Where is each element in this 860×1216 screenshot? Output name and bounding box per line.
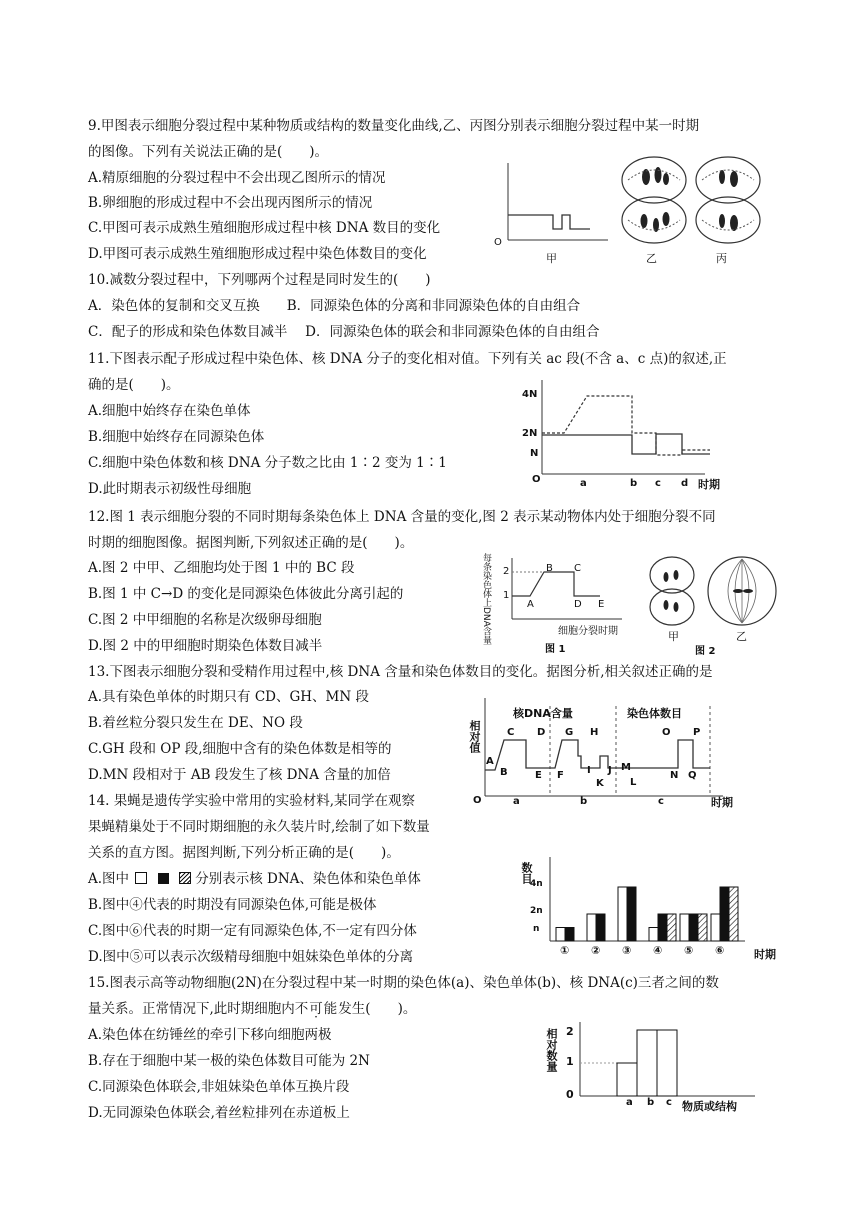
q11-line-chart (520, 378, 740, 488)
q15-stem-line2 (88, 1000, 416, 1018)
q9-origin-label: O (494, 237, 502, 248)
q15-y-2: 2 (566, 1025, 574, 1038)
q11-option-d: D.此时期表示初级性母细胞 (88, 481, 252, 497)
q15-option-d: D.无同源染色体联会,着丝粒排列在赤道板上 (88, 1105, 350, 1121)
q14-bar (711, 914, 720, 941)
legend-white-box-icon (135, 872, 147, 884)
q9-option-b: B.卵细胞的形成过程中不会出现丙图所示的情况 (88, 195, 373, 211)
q9-option-c: C.甲图可表示成熟生殖细胞形成过程中核 DNA 数目的变化 (88, 220, 441, 236)
q12-option-a: A.图 2 中甲、乙细胞均处于图 1 中的 BC 段 (88, 560, 355, 576)
q13-pt-l: L (630, 777, 637, 788)
q14-bar (729, 887, 738, 941)
q12-option-d: D.图 2 中的甲细胞时期染色体数目减半 (88, 638, 323, 654)
q12-y-1: 1 (503, 590, 510, 601)
q14-bar (565, 928, 574, 942)
q9-option-a: A.精原细胞的分裂过程中不会出现乙图所示的情况 (88, 170, 386, 186)
q9-cell-bing (692, 155, 764, 247)
q15-bar-chart (570, 1020, 760, 1100)
q13-pt-m: M (621, 762, 631, 773)
q14-bar-chart (540, 855, 750, 950)
q12-y-2: 2 (503, 566, 510, 577)
q15-stem-suffix: 发生( )。 (338, 1001, 417, 1017)
q14-option-a-suffix: 分别表示核 DNA、染色体和染色单体 (195, 871, 421, 887)
q14-bar (698, 914, 707, 941)
q14-x-tick: ② (591, 944, 601, 957)
q12-fig2-caption: 图 2 (695, 646, 716, 657)
q14-bar (689, 914, 698, 941)
legend-black-box-icon (158, 873, 169, 884)
q12-pt-c: C (574, 563, 581, 574)
q12-fig1-caption: 图 1 (545, 644, 566, 655)
q14-y-2n: 2n (530, 906, 543, 916)
q9-stem-line1: 9.甲图表示细胞分裂过程中某种物质或结构的数量变化曲线,乙、丙图分别表示细胞分裂过程中某一时期 (88, 118, 700, 134)
q12-pt-d: D (574, 599, 582, 610)
q15-bar (617, 1063, 637, 1096)
q15-origin: 0 (566, 1088, 574, 1101)
q14-bar (667, 914, 676, 941)
q12-stem-line2: 时期的细胞图像。据图判断,下列叙述正确的是( )。 (88, 535, 414, 551)
q15-x-b: b (647, 1097, 655, 1108)
q12-pt-b: B (546, 563, 553, 574)
q15-stem-emphasis: 不可能 (294, 1001, 339, 1017)
q11-y-n: N (530, 448, 539, 459)
legend-hatched-box-icon (179, 872, 191, 884)
q13-option-c: C.GH 段和 OP 段,细胞中含有的染色体数是相等的 (88, 741, 392, 757)
q9-yi-label: 乙 (646, 252, 657, 265)
q9-cell-yi (618, 155, 690, 247)
q14-bar (556, 928, 565, 942)
q12-option-c: C.图 2 中甲细胞的名称是次级卵母细胞 (88, 612, 322, 628)
q13-pt-p: P (693, 727, 701, 738)
q13-x-c: c (658, 796, 664, 807)
q11-x-c: c (655, 478, 661, 489)
q12-pt-e: E (598, 599, 605, 610)
q15-ylabel: 相对数量 (545, 1028, 558, 1072)
q14-x-tick: ① (560, 944, 570, 957)
q13-pt-f: F (557, 770, 564, 781)
q13-pt-k: K (596, 778, 604, 789)
q15-option-c: C.同源染色体联会,非姐妹染色单体互换片段 (88, 1079, 350, 1095)
q12-ylabel: 每条染色体上DNA含量 (481, 553, 491, 645)
q14-bar (680, 914, 689, 941)
q14-bar (618, 887, 627, 941)
q12-fig2-cells (644, 553, 779, 633)
q13-pt-b: B (500, 767, 508, 778)
q12-yi-label: 乙 (736, 630, 747, 643)
q12-jia-label: 甲 (668, 630, 679, 643)
q11-option-a: A.细胞中始终存在染色单体 (88, 403, 251, 419)
q15-stem-prefix: 量关系。正常情况下,此时期细胞内 (88, 1001, 295, 1017)
q13-title-chrom: 染色体数目 (627, 707, 682, 720)
q11-option-c: C.细胞中染色体数和核 DNA 分子数之比由 1∶2 变为 1∶1 (88, 455, 447, 471)
q12-pt-a: A (527, 599, 534, 610)
q15-bar (657, 1030, 677, 1096)
q13-pt-h: H (590, 727, 599, 738)
q12-xlabel: 细胞分裂时期 (558, 626, 618, 637)
q13-pt-q: Q (688, 770, 697, 781)
q13-pt-n: N (670, 770, 679, 781)
q13-origin: O (473, 795, 482, 806)
q9-option-d: D.甲图可表示成熟生殖细胞形成过程中染色体数目的变化 (88, 246, 427, 262)
q10-options-cd: C．配子的形成和染色体数目减半 D．同源染色体的联会和非同源染色体的自由组合 (88, 324, 600, 340)
q11-x-a: a (580, 478, 587, 489)
q13-option-d: D.MN 段相对于 AB 段发生了核 DNA 含量的加倍 (88, 767, 391, 783)
q15-xlabel: 物质或结构 (682, 1100, 737, 1113)
q15-x-a: a (626, 1097, 633, 1108)
q13-pt-e: E (535, 770, 542, 781)
q11-x-d: d (681, 478, 689, 489)
q12-option-b: B.图 1 中 C→D 的变化是同源染色体彼此分离引起的 (88, 586, 404, 602)
q14-stem-line1: 14. 果蝇是遗传学实验中常用的实验材料,某同学在观察 (88, 793, 416, 809)
q14-option-a-prefix: A.图中 (88, 871, 130, 887)
q14-option-d: D.图中⑤可以表示次级精母细胞中姐妹染色单体的分离 (88, 949, 414, 965)
q11-stem-line2: 确的是( )。 (88, 377, 180, 393)
q14-y-n: n (533, 924, 540, 934)
q11-x-b: b (630, 478, 638, 489)
q12-fig1-chart (500, 556, 630, 626)
q14-xlabel: 时期 (754, 948, 776, 961)
q14-bar (720, 887, 729, 941)
q13-pt-a: A (486, 756, 494, 767)
q15-bar (637, 1030, 657, 1096)
q11-xlabel: 时期 (698, 478, 720, 491)
q10-options-ab: A．染色体的复制和交叉互换 B．同源染色体的分离和非同源染色体的自由组合 (88, 298, 581, 314)
q11-y-2n: 2N (522, 428, 538, 439)
q14-y-4n: 4n (530, 879, 543, 889)
q10-stem: 10.减数分裂过程中，下列哪两个过程是同时发生的( ) (88, 272, 431, 288)
q15-stem-line1: 15.图表示高等动物细胞(2N)在分裂过程中某一时期的染色体(a)、染色单体(b)、核 DNA(c)三者之间的数 (88, 975, 719, 991)
q13-pt-i: I (587, 765, 591, 776)
q11-y-4n: 4N (522, 389, 538, 400)
q14-ylabel: 数目 (520, 862, 533, 884)
q14-x-tick: ⑥ (715, 944, 725, 957)
q15-x-c: c (666, 1097, 672, 1108)
q13-pt-c: C (507, 727, 515, 738)
q9-stem-line2: 的图像。下列有关说法正确的是( )。 (88, 144, 329, 160)
q13-pt-j: J (608, 765, 612, 776)
q14-stem-line2: 果蝇精巢处于不同时期细胞的永久装片时,绘制了如下数量 (88, 819, 430, 835)
q13-option-b: B.着丝粒分裂只发生在 DE、NO 段 (88, 715, 303, 731)
q14-option-a (88, 870, 421, 888)
q11-origin: O (532, 474, 541, 485)
q13-xlabel: 时期 (711, 796, 733, 809)
q14-bar (587, 914, 596, 941)
q13-pt-d: D (537, 727, 546, 738)
q13-x-a: a (513, 796, 520, 807)
q13-x-b: b (580, 796, 588, 807)
q13-title-dna: 核DNA含量 (513, 707, 573, 720)
q9-bing-label: 丙 (716, 252, 727, 265)
q14-x-tick: ⑤ (684, 944, 694, 957)
q15-option-a: A.染色体在纺锤丝的牵引下移向细胞两极 (88, 1027, 332, 1043)
q13-stem: 13.下图表示细胞分裂和受精作用过程中,核 DNA 含量和染色体数目的变化。据图分析,相关叙述正确的是 (88, 664, 713, 680)
q13-pt-o: O (662, 727, 671, 738)
q13-option-a: A.具有染色单体的时期只有 CD、GH、MN 段 (88, 689, 369, 705)
q9-jia-label: 甲 (546, 252, 557, 265)
q13-ylabel: 相对值 (468, 720, 481, 753)
q14-bar (649, 928, 658, 942)
q14-bar (627, 887, 636, 941)
q15-y-1: 1 (566, 1055, 574, 1068)
q14-x-tick: ④ (653, 944, 663, 957)
q13-pt-g: G (565, 727, 574, 738)
q14-stem-line3: 关系的直方图。据图判断,下列分析正确的是( )。 (88, 845, 400, 861)
q14-bar (596, 914, 605, 941)
q14-option-c: C.图中⑥代表的时期一定有同源染色体,不一定有四分体 (88, 923, 417, 939)
q11-option-b: B.细胞中始终存在同源染色体 (88, 429, 265, 445)
q14-x-tick: ③ (622, 944, 632, 957)
q14-option-b: B.图中④代表的时期没有同源染色体,可能是极体 (88, 897, 377, 913)
q12-stem-line1: 12.图 1 表示细胞分裂的不同时期每条染色体上 DNA 含量的变化,图 2 表示某动物体内处于细胞分裂不同 (88, 509, 716, 525)
q11-stem-line1: 11.下图表示配子形成过程中染色体、核 DNA 分子的变化相对值。下列有关 ac 段(不含 a、c 点)的叙述,正 (88, 351, 727, 367)
q14-bar (658, 914, 667, 941)
q15-option-b: B.存在于细胞中某一极的染色体数目可能为 2N (88, 1053, 370, 1069)
